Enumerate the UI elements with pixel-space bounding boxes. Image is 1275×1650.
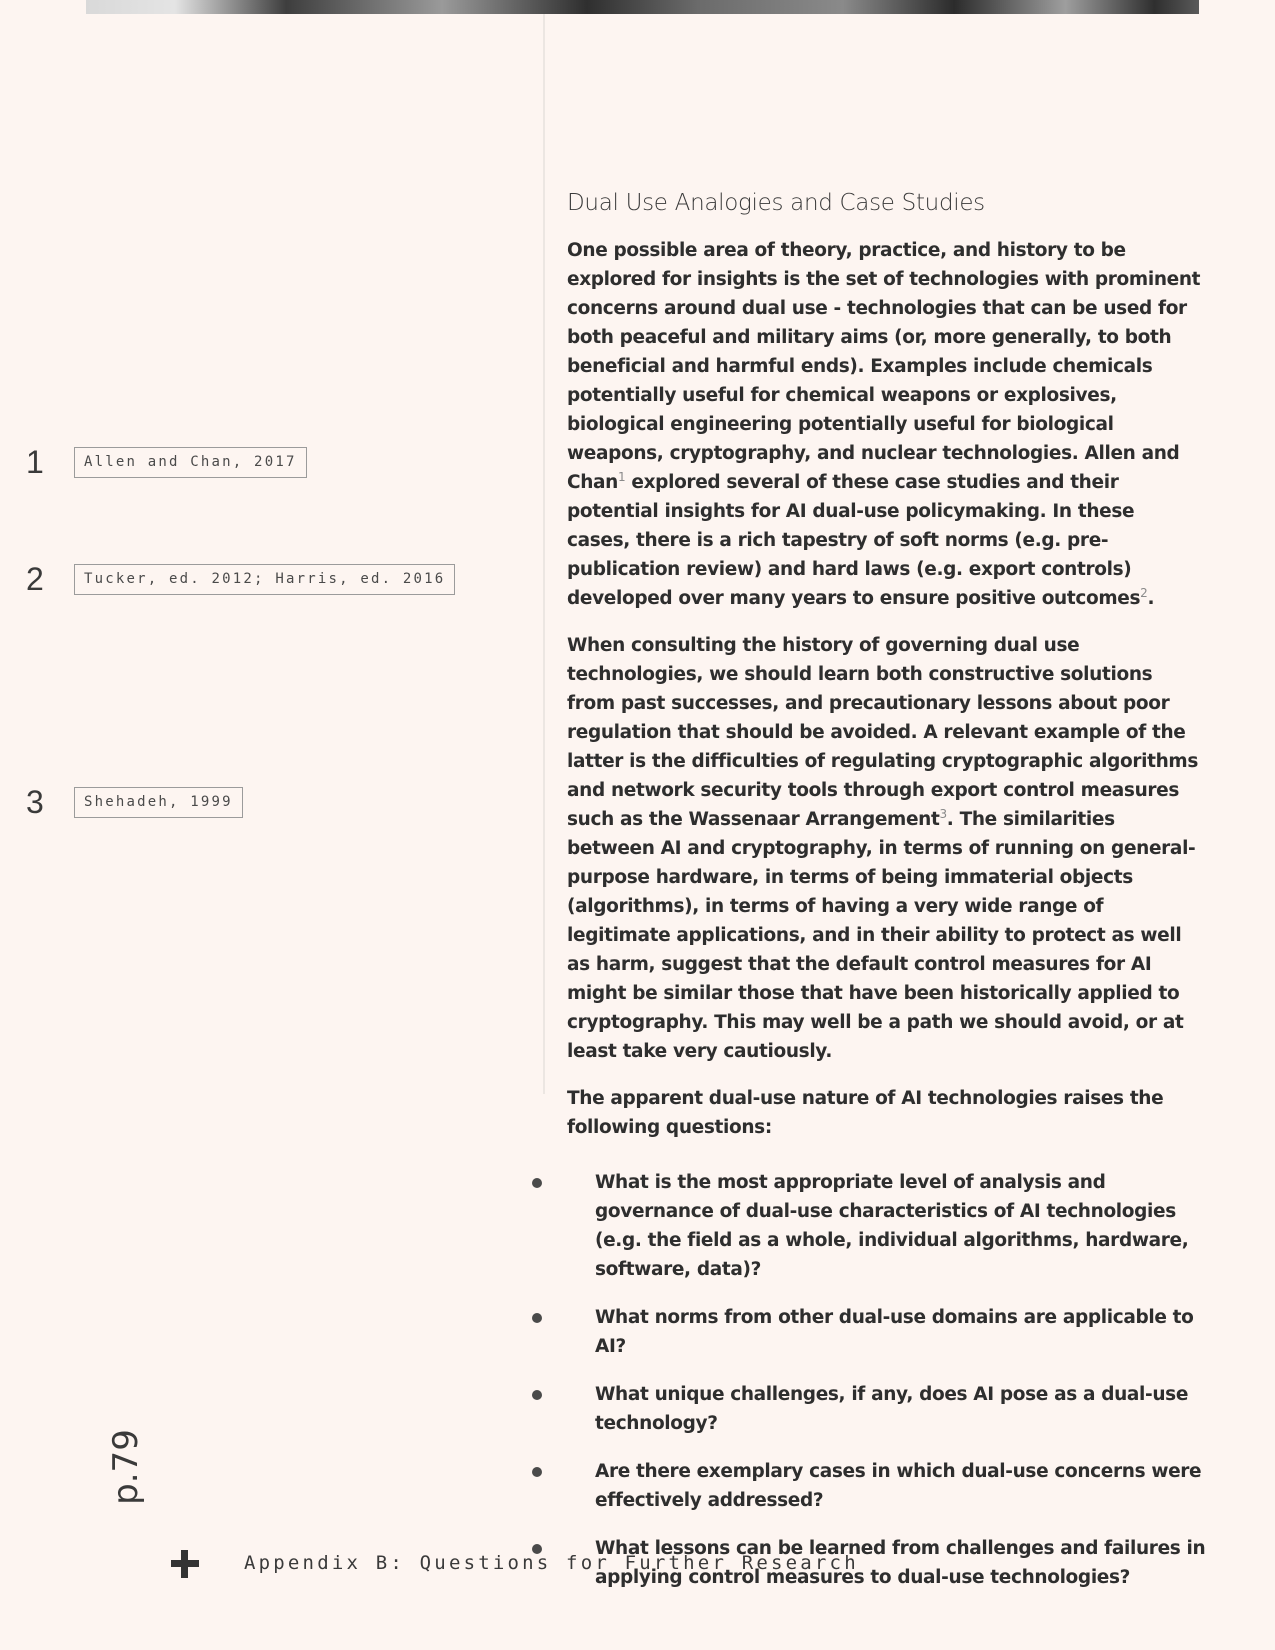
list-item — [530, 1380, 1210, 1438]
question-text: What norms from other dual-use domains are applicable to AI? — [595, 1307, 1194, 1357]
paragraph-text: When consulting the history of governing dual use technologies, we should learn both constructive solutions from past successes, and precautionary lessons about poor regulation that should be avoided. A relevant example of the latter is the difficulties of regulating cryptographic algorithms and network security tools through export control measures such as the Wassenaar Arrangement — [567, 635, 1199, 830]
sidenote-1 — [26, 446, 307, 478]
footer-section-label: Appendix B: Questions for Further Research — [244, 1552, 859, 1574]
bullet-icon — [532, 1313, 542, 1323]
section-title: Dual Use Analogies and Case Studies — [567, 190, 985, 216]
list-item — [530, 1168, 1210, 1284]
footnote-ref-3[interactable]: 3 — [939, 806, 947, 821]
plus-icon — [171, 1550, 199, 1578]
sidenote-2 — [26, 563, 455, 595]
sidenote-number: 3 — [26, 784, 44, 820]
bullet-icon — [532, 1390, 542, 1400]
column-divider — [543, 14, 545, 1094]
bullet-icon — [532, 1467, 542, 1477]
page-number: p.79 — [106, 1429, 146, 1505]
question-text: Are there exemplary cases in which dual-use concerns were effectively addressed? — [595, 1461, 1202, 1511]
list-item — [530, 1457, 1210, 1515]
sidenote-citation: Tucker, ed. 2012; Harris, ed. 2016 — [74, 564, 455, 595]
paragraph-text: . — [1147, 588, 1155, 609]
footnote-ref-1[interactable]: 1 — [618, 469, 626, 484]
paragraph-text: explored several of these case studies and their potential insights for AI dual-use policymaking. In these cases, there is a rich tapestry of soft norms (e.g. pre-publication review) and hard laws (e.g. export controls) developed over many years to ensure positive outcomes — [567, 472, 1141, 609]
sidenote-number: 1 — [26, 444, 44, 480]
sidenote-citation: Shehadeh, 1999 — [74, 787, 243, 818]
question-text: What lessons can be learned from challenges and failures in applying control measures to dual-use technologies? — [595, 1538, 1206, 1588]
questions-list — [530, 1168, 1210, 1611]
paragraph-2 — [567, 631, 1202, 1066]
question-text: What is the most appropriate level of analysis and governance of dual-use characteristics of AI technologies (e.g. the field as a whole, individual algorithms, hardware, software, data)? — [595, 1172, 1189, 1280]
paragraph-text: . The similarities between AI and cryptography, in terms of running on general-purpose hardware, in terms of being immaterial objects (algorithms), in terms of having a very wide range of legitimate applications, and in their ability to protect as well as harm, suggest that the default control measures for AI might be similar those that have been historically applied to cryptography. This may well be a path we should avoid, or at least take very cautiously. — [567, 809, 1196, 1062]
paragraph-text: One possible area of theory, practice, and history to be explored for insights is the set of technologies with prominent concerns around dual use - technologies that can be used for both peaceful and military aims (or, more generally, to both beneficial and harmful ends). Examples include chemicals potentially useful for chemical weapons or explosives, biological engineering potentially useful for biological weapons, cryptography, and nuclear technologies. Allen and Chan — [567, 240, 1201, 493]
bullet-icon — [532, 1178, 542, 1188]
sidenote-citation: Allen and Chan, 2017 — [74, 447, 307, 478]
paragraph-1 — [567, 236, 1202, 613]
sidenote-3 — [26, 786, 243, 818]
paragraph-3: The apparent dual-use nature of AI technologies raises the following questions: — [567, 1088, 1164, 1138]
list-item — [530, 1303, 1210, 1361]
question-text: What unique challenges, if any, does AI pose as a dual-use technology? — [595, 1384, 1189, 1434]
footnote-ref-2[interactable]: 2 — [1140, 585, 1148, 600]
sidenote-number: 2 — [26, 561, 44, 597]
header-image-strip — [86, 0, 1199, 14]
main-column — [567, 190, 1202, 1160]
